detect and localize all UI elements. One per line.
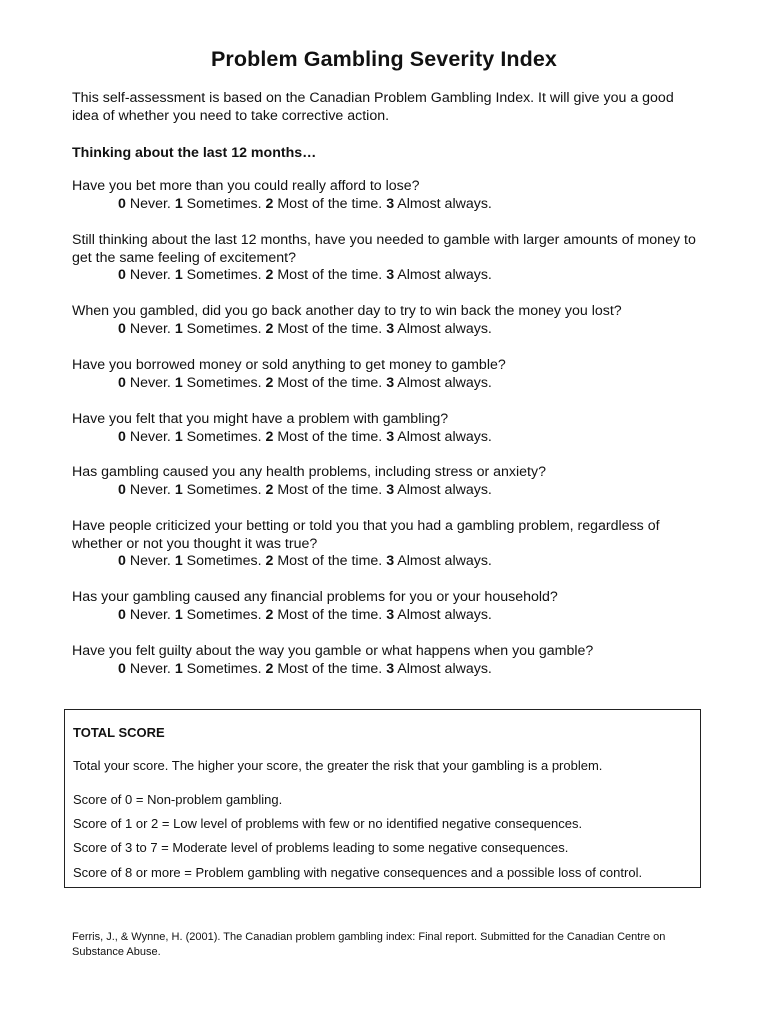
option-number: 3 (386, 553, 395, 569)
option-label: Most of the time. (277, 606, 383, 623)
option-label: Never. (129, 481, 171, 498)
answer-options (72, 321, 712, 339)
option-number: 1 (174, 660, 183, 677)
option-label: Never. (129, 660, 171, 677)
intro-paragraph: This self-assessment is based on the Canadian Problem Gambling Index. It will give you a good idea of whether you need to take corrective action. (72, 90, 674, 124)
option-label: Sometimes. (186, 606, 262, 623)
option-label: Most of the time. (277, 428, 383, 445)
score-level: Score of 1 or 2 = Low level of problems with few or no identified negative consequences. (73, 816, 583, 831)
question-text: Have you borrowed money or sold anything to get money to gamble? (72, 357, 506, 373)
option-number: 3 (386, 267, 395, 283)
option-number: 0 (118, 428, 126, 445)
question-8 (72, 589, 712, 624)
score-level: Score of 8 or more = Problem gambling with negative consequences and a possible loss of control. (73, 865, 643, 880)
answer-options (72, 196, 712, 214)
option-number: 2 (265, 374, 274, 391)
question-7 (72, 518, 712, 571)
option-label: Almost always. (397, 267, 492, 283)
option-label: Never. (129, 267, 171, 283)
question-1 (72, 178, 712, 213)
option-number: 1 (174, 553, 183, 569)
option-number: 0 (118, 553, 126, 569)
answer-options (72, 267, 712, 285)
question-9 (72, 643, 712, 678)
option-label: Most of the time. (277, 553, 383, 569)
option-label: Almost always. (397, 660, 492, 677)
option-label: Most of the time. (277, 481, 383, 498)
option-number: 0 (118, 660, 126, 677)
option-label: Almost always. (397, 320, 492, 337)
option-number: 1 (174, 428, 183, 445)
answer-options (72, 375, 712, 393)
option-number: 2 (265, 428, 274, 445)
option-label: Almost always. (397, 428, 492, 445)
score-level: Score of 3 to 7 = Moderate level of problems leading to some negative consequences. (73, 840, 569, 855)
option-number: 3 (386, 481, 395, 498)
option-number: 0 (118, 267, 126, 283)
option-label: Almost always. (397, 606, 492, 623)
option-label: Most of the time. (277, 320, 383, 337)
option-label: Never. (129, 320, 171, 337)
option-label: Sometimes. (186, 428, 262, 445)
option-number: 1 (174, 320, 183, 337)
option-label: Never. (129, 374, 171, 391)
option-number: 0 (118, 195, 126, 212)
option-number: 0 (118, 606, 126, 623)
option-label: Never. (129, 606, 171, 623)
option-number: 2 (265, 195, 274, 212)
option-number: 3 (386, 374, 395, 391)
answer-options (72, 553, 712, 571)
option-number: 2 (265, 481, 274, 498)
option-label: Most of the time. (277, 660, 383, 677)
option-label: Most of the time. (277, 267, 383, 283)
option-number: 3 (386, 428, 395, 445)
question-4 (72, 357, 712, 392)
option-number: 2 (265, 660, 274, 677)
option-label: Sometimes. (186, 195, 262, 212)
question-text: Have you felt that you might have a problem with gambling? (72, 411, 449, 427)
option-label: Never. (129, 428, 171, 445)
answer-options (72, 607, 712, 625)
question-text: Have you bet more than you could really afford to lose? (72, 178, 420, 194)
option-number: 3 (386, 660, 395, 677)
option-number: 1 (174, 195, 183, 212)
option-number: 2 (265, 320, 274, 337)
option-number: 2 (265, 267, 274, 283)
answer-options (72, 661, 712, 679)
option-label: Almost always. (397, 195, 492, 212)
option-label: Sometimes. (186, 320, 262, 337)
option-number: 2 (265, 553, 274, 569)
option-label: Never. (129, 195, 171, 212)
option-number: 1 (174, 374, 183, 391)
question-text: Still thinking about the last 12 months, have you needed to gamble with larger amounts of money to get the same feeling of excitement? (72, 232, 696, 266)
option-number: 3 (386, 320, 395, 337)
option-number: 0 (118, 320, 126, 337)
total-score-box (64, 709, 701, 888)
question-text: Have you felt guilty about the way you gamble or what happens when you gamble? (72, 643, 594, 659)
answer-options (72, 482, 712, 500)
option-label: Almost always. (397, 553, 492, 569)
section-subheading: Thinking about the last 12 months… (72, 145, 317, 161)
option-number: 1 (174, 267, 183, 283)
option-number: 0 (118, 481, 126, 498)
question-text: Has gambling caused you any health problems, including stress or anxiety? (72, 464, 546, 480)
question-text: Has your gambling caused any financial problems for you or your household? (72, 589, 558, 605)
total-score-heading: TOTAL SCORE (73, 725, 165, 740)
option-number: 1 (174, 481, 183, 498)
question-6 (72, 464, 712, 499)
option-label: Almost always. (397, 374, 492, 391)
question-3 (72, 303, 712, 338)
option-label: Sometimes. (186, 553, 262, 569)
question-5 (72, 411, 712, 446)
option-number: 3 (386, 195, 395, 212)
option-label: Sometimes. (186, 660, 262, 677)
option-number: 1 (174, 606, 183, 623)
page-title: Problem Gambling Severity Index (210, 47, 557, 71)
question-2 (72, 232, 712, 285)
score-level: Score of 0 = Non-problem gambling. (73, 792, 283, 807)
question-text: When you gambled, did you go back another day to try to win back the money you lost? (72, 303, 622, 319)
option-label: Sometimes. (186, 374, 262, 391)
answer-options (72, 429, 712, 447)
option-label: Most of the time. (277, 195, 383, 212)
option-label: Almost always. (397, 481, 492, 498)
citation-footnote: Ferris, J., & Wynne, H. (2001). The Canadian problem gambling index: Final report. Submitted for the Canadian Centre on Substance Abuse. (72, 931, 666, 958)
option-number: 2 (265, 606, 274, 623)
option-number: 0 (118, 374, 126, 391)
question-text: Have people criticized your betting or told you that you had a gambling problem, regardless of whether or not you thought it was true? (72, 518, 660, 552)
option-label: Never. (129, 553, 171, 569)
option-label: Sometimes. (186, 481, 262, 498)
option-label: Sometimes. (186, 267, 262, 283)
option-number: 3 (386, 606, 395, 623)
option-label: Most of the time. (277, 374, 383, 391)
total-score-instruction: Total your score. The higher your score, the greater the risk that your gambling is a problem. (73, 758, 603, 773)
